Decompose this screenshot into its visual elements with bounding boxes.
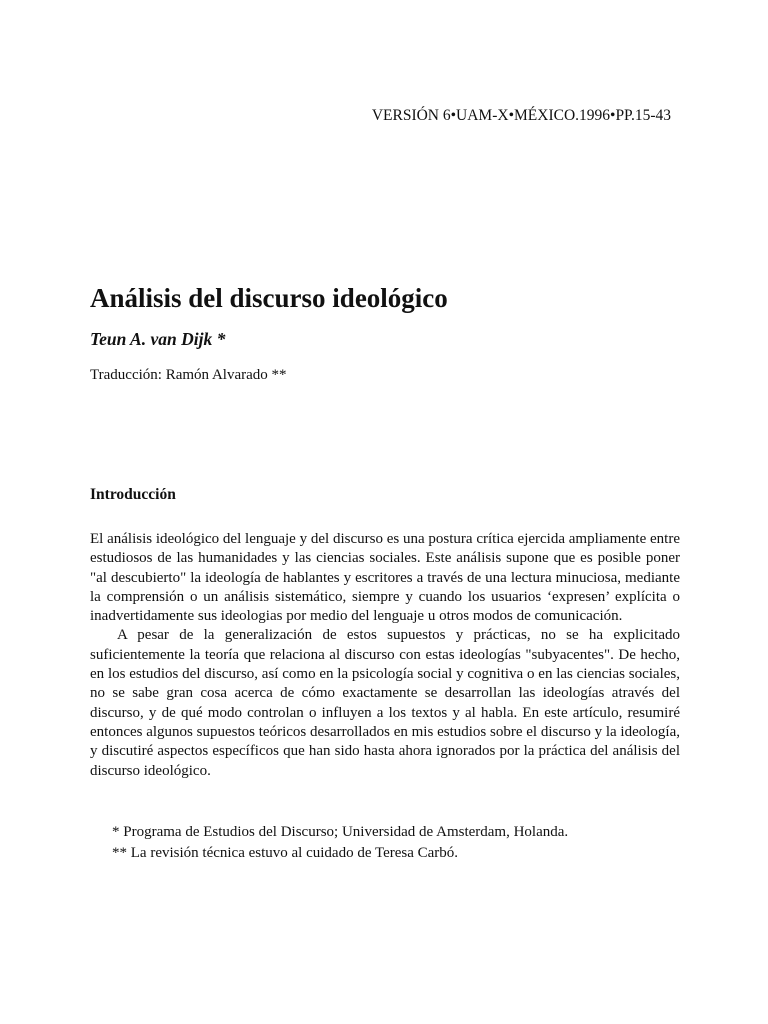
journal-citation: VERSIÓN 6•UAM-X•MÉXICO.1996•PP.15-43 <box>371 107 671 124</box>
footnote-1: * Programa de Estudios del Discurso; Universidad de Amsterdam, Holanda. <box>112 824 569 840</box>
translator-credit: Traducción: Ramón Alvarado ** <box>90 367 287 383</box>
footnote-2: ** La revisión técnica estuvo al cuidado de Teresa Carbó. <box>112 845 459 861</box>
section-heading: Introducción <box>90 486 176 503</box>
paragraph: A pesar de la generalización de estos supuestos y prácticas, no se ha explicitado suficientemente la teoría que relaciona al discurso con estas ideologías "subyacentes". De hecho, en los estudios del discurso, así como en la psicología social y cognitiva o en las ciencias sociales, no se sabe gran cosa acerca de cómo exactamente se desarrollan las ideologías através del discurso, y de qué modo controlan o influyen a los textos y al habla. En este artículo, resumiré entonces algunos supuestos teóricos desarrollados en mis estudios sobre el discurso y la ideología, y discutiré aspectos específicos que han sido hasta ahora ignorados por la práctica del análisis del discurso ideológico. <box>90 627 680 779</box>
author-name: Teun A. van Dijk * <box>90 329 226 349</box>
body-text <box>90 530 680 781</box>
footnotes <box>112 822 568 864</box>
paragraph: El análisis ideológico del lenguaje y del discurso es una postura crítica ejercida ampliamente entre estudiosos de las humanidades y las ciencias sociales. Este análisis supone que es posible poner "al descubierto" la ideología de hablantes y escritores a través de una lectura minuciosa, mediante la comprensión o un análisis sistemático, siempre y cuando los usuarios ‘expresen’ explícita o inadvertidamente sus ideologias por medio del lenguaje u otros modos de comunicación. <box>90 531 680 625</box>
article-title: Análisis del discurso ideológico <box>90 283 448 313</box>
